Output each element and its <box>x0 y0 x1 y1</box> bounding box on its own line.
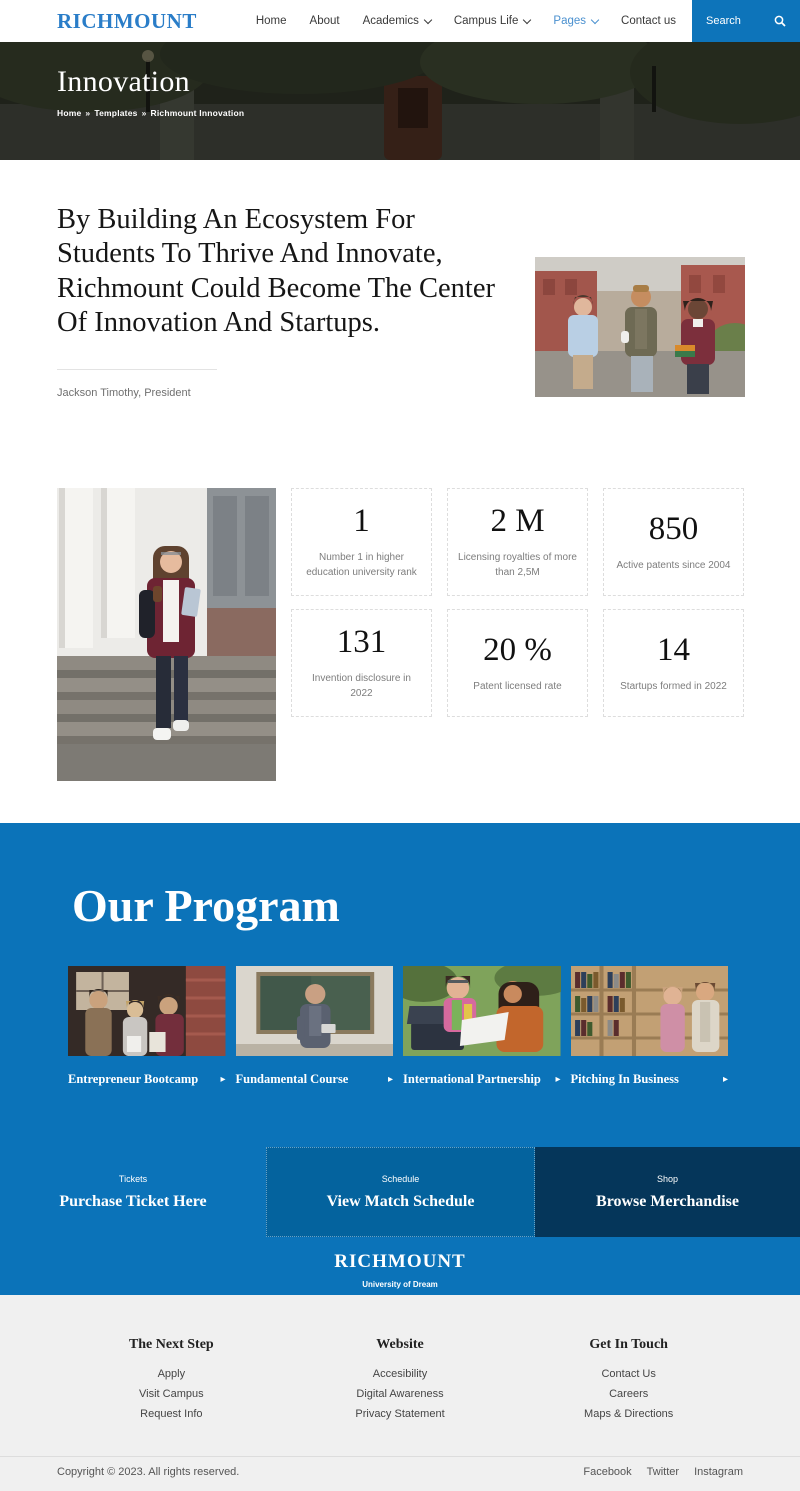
stat-value: 850 <box>648 510 699 547</box>
nav-item-label: Academics <box>362 15 419 27</box>
nav-item-home[interactable]: Home <box>255 15 287 27</box>
stat-card <box>603 488 744 596</box>
footer-link-visit-campus[interactable]: Visit Campus <box>139 1388 204 1400</box>
section-title-our-program: Our Program <box>72 880 340 931</box>
program-card <box>68 966 226 1087</box>
program-card-image-international-partnership[interactable] <box>403 966 561 1056</box>
quote-heading: By Building An Ecosystem For Students To Thrive And Innovate, Richmount Could Become The Center Of Innovation And Startups. <box>57 204 495 339</box>
footer-link-accessibility[interactable]: Accesibility <box>372 1368 428 1380</box>
cta-strip <box>0 1147 800 1237</box>
footer-column-get-in-touch <box>514 1337 743 1420</box>
cta-label: Purchase Ticket Here <box>59 1192 207 1210</box>
our-program-section <box>0 823 800 1295</box>
nav-item-pages[interactable] <box>553 15 598 27</box>
footer-column-heading: Website <box>376 1337 424 1352</box>
chevron-down-icon <box>523 16 531 24</box>
footer-columns <box>0 1295 800 1420</box>
footer <box>0 1295 800 1491</box>
program-card-link[interactable] <box>403 1072 561 1087</box>
social-link-facebook[interactable]: Facebook <box>583 1466 632 1478</box>
stat-value: 131 <box>336 623 387 660</box>
program-card <box>236 966 394 1087</box>
nav-item-academics[interactable] <box>363 15 431 27</box>
stat-label: Licensing royalties of more than 2,5M <box>458 551 577 579</box>
breadcrumb <box>57 108 800 118</box>
search-icon <box>774 15 786 27</box>
footer-link-request-info[interactable]: Request Info <box>140 1408 203 1420</box>
program-card-link[interactable] <box>571 1072 729 1087</box>
footer-link-contact-us[interactable]: Contact Us <box>601 1368 656 1380</box>
divider <box>57 369 217 370</box>
program-card-image-pitching-in-business[interactable] <box>571 966 729 1056</box>
arrow-right-icon: ▸ <box>220 1074 226 1085</box>
stat-card <box>447 488 588 596</box>
stat-card <box>603 609 744 717</box>
program-card-link[interactable] <box>236 1072 394 1087</box>
search-label: Search <box>706 15 741 27</box>
stat-label: Active patents since 2004 <box>616 559 731 571</box>
top-nav <box>0 0 800 42</box>
quote-stats-section <box>0 160 800 823</box>
breadcrumb-home[interactable]: Home <box>57 108 82 118</box>
program-card-label: Fundamental Course <box>235 1072 349 1086</box>
social-link-twitter[interactable]: Twitter <box>646 1466 680 1478</box>
arrow-right-icon: ▸ <box>555 1074 561 1085</box>
program-card-label: International Partnership <box>403 1072 541 1086</box>
stat-value: 20 % <box>483 631 552 668</box>
nav-item-contact-us[interactable]: Contact us <box>621 15 676 27</box>
search-button[interactable] <box>692 0 800 42</box>
breadcrumb-separator: » <box>141 108 147 118</box>
stat-label: Number 1 in higher education university rank <box>306 551 417 579</box>
program-card <box>571 966 729 1087</box>
footer-column-next-step <box>57 1337 286 1420</box>
footer-link-privacy-statement[interactable]: Privacy Statement <box>355 1408 445 1420</box>
stat-value: 1 <box>353 502 370 539</box>
footer-link-careers[interactable]: Careers <box>609 1388 649 1400</box>
nav-item-campus-life[interactable] <box>454 15 531 27</box>
chevron-down-icon <box>591 16 599 24</box>
breadcrumb-separator: » <box>85 108 91 118</box>
cta-browse-merchandise[interactable] <box>535 1147 800 1237</box>
footer-logo-tagline: University of Dream <box>362 1280 438 1289</box>
footer-link-digital-awareness[interactable]: Digital Awareness <box>356 1388 444 1400</box>
cta-label: View Match Schedule <box>326 1192 475 1210</box>
stat-value: 14 <box>657 631 690 668</box>
program-card-label: Entrepreneur Bootcamp <box>68 1072 199 1086</box>
cta-label: Browse Merchandise <box>596 1192 739 1210</box>
nav-item-about[interactable]: About <box>309 15 340 27</box>
stat-label: Startups formed in 2022 <box>620 680 727 692</box>
breadcrumb-current: Richmount Innovation <box>150 108 245 118</box>
footer-column-heading: Get In Touch <box>589 1337 668 1352</box>
social-links <box>583 1466 743 1478</box>
page-title: Innovation <box>57 65 190 98</box>
cta-eyebrow: Schedule <box>381 1173 420 1184</box>
footer-column-heading: The Next Step <box>128 1337 214 1352</box>
student-on-steps-photo <box>57 488 276 781</box>
arrow-right-icon: ▸ <box>722 1074 728 1085</box>
footer-logo: RICHMOUNT <box>334 1251 466 1272</box>
cta-view-schedule[interactable] <box>266 1147 535 1237</box>
footer-logo-block <box>0 1251 800 1289</box>
logo[interactable]: RICHMOUNT <box>57 8 197 33</box>
quote-attribution: Jackson Timothy, President <box>57 386 191 399</box>
stat-card <box>447 609 588 717</box>
program-cards <box>68 966 728 1087</box>
social-link-instagram[interactable]: Instagram <box>694 1466 743 1478</box>
nav-item-label: Campus Life <box>453 15 519 27</box>
students-walking-photo <box>535 257 745 397</box>
cta-eyebrow: Tickets <box>118 1173 148 1184</box>
cta-eyebrow: Shop <box>656 1173 679 1184</box>
program-card-image-entrepreneur-bootcamp[interactable] <box>68 966 226 1056</box>
stat-label: Patent licensed rate <box>473 680 562 692</box>
cta-purchase-tickets[interactable] <box>0 1147 266 1237</box>
stat-value: 2 M <box>490 502 545 539</box>
chevron-down-icon <box>424 16 432 24</box>
stat-card <box>291 488 432 596</box>
stat-card <box>291 609 432 717</box>
nav-menu <box>256 15 676 27</box>
program-card <box>403 966 561 1087</box>
breadcrumb-templates[interactable]: Templates <box>94 108 138 118</box>
nav-item-label: Pages <box>553 15 587 27</box>
stats-grid <box>291 488 744 781</box>
copyright: Copyright © 2023. All rights reserved. <box>57 1466 240 1478</box>
hero-banner <box>0 42 800 160</box>
footer-column-website <box>286 1337 515 1420</box>
footer-bottom-bar <box>0 1456 800 1491</box>
program-card-image-fundamental-course[interactable] <box>236 966 394 1056</box>
arrow-right-icon: ▸ <box>387 1074 393 1085</box>
program-card-link[interactable] <box>68 1072 226 1087</box>
footer-link-maps-directions[interactable]: Maps & Directions <box>584 1408 674 1420</box>
footer-link-apply[interactable]: Apply <box>157 1368 186 1380</box>
stat-label: Invention disclosure in 2022 <box>312 672 411 700</box>
program-card-label: Pitching In Business <box>570 1072 679 1086</box>
